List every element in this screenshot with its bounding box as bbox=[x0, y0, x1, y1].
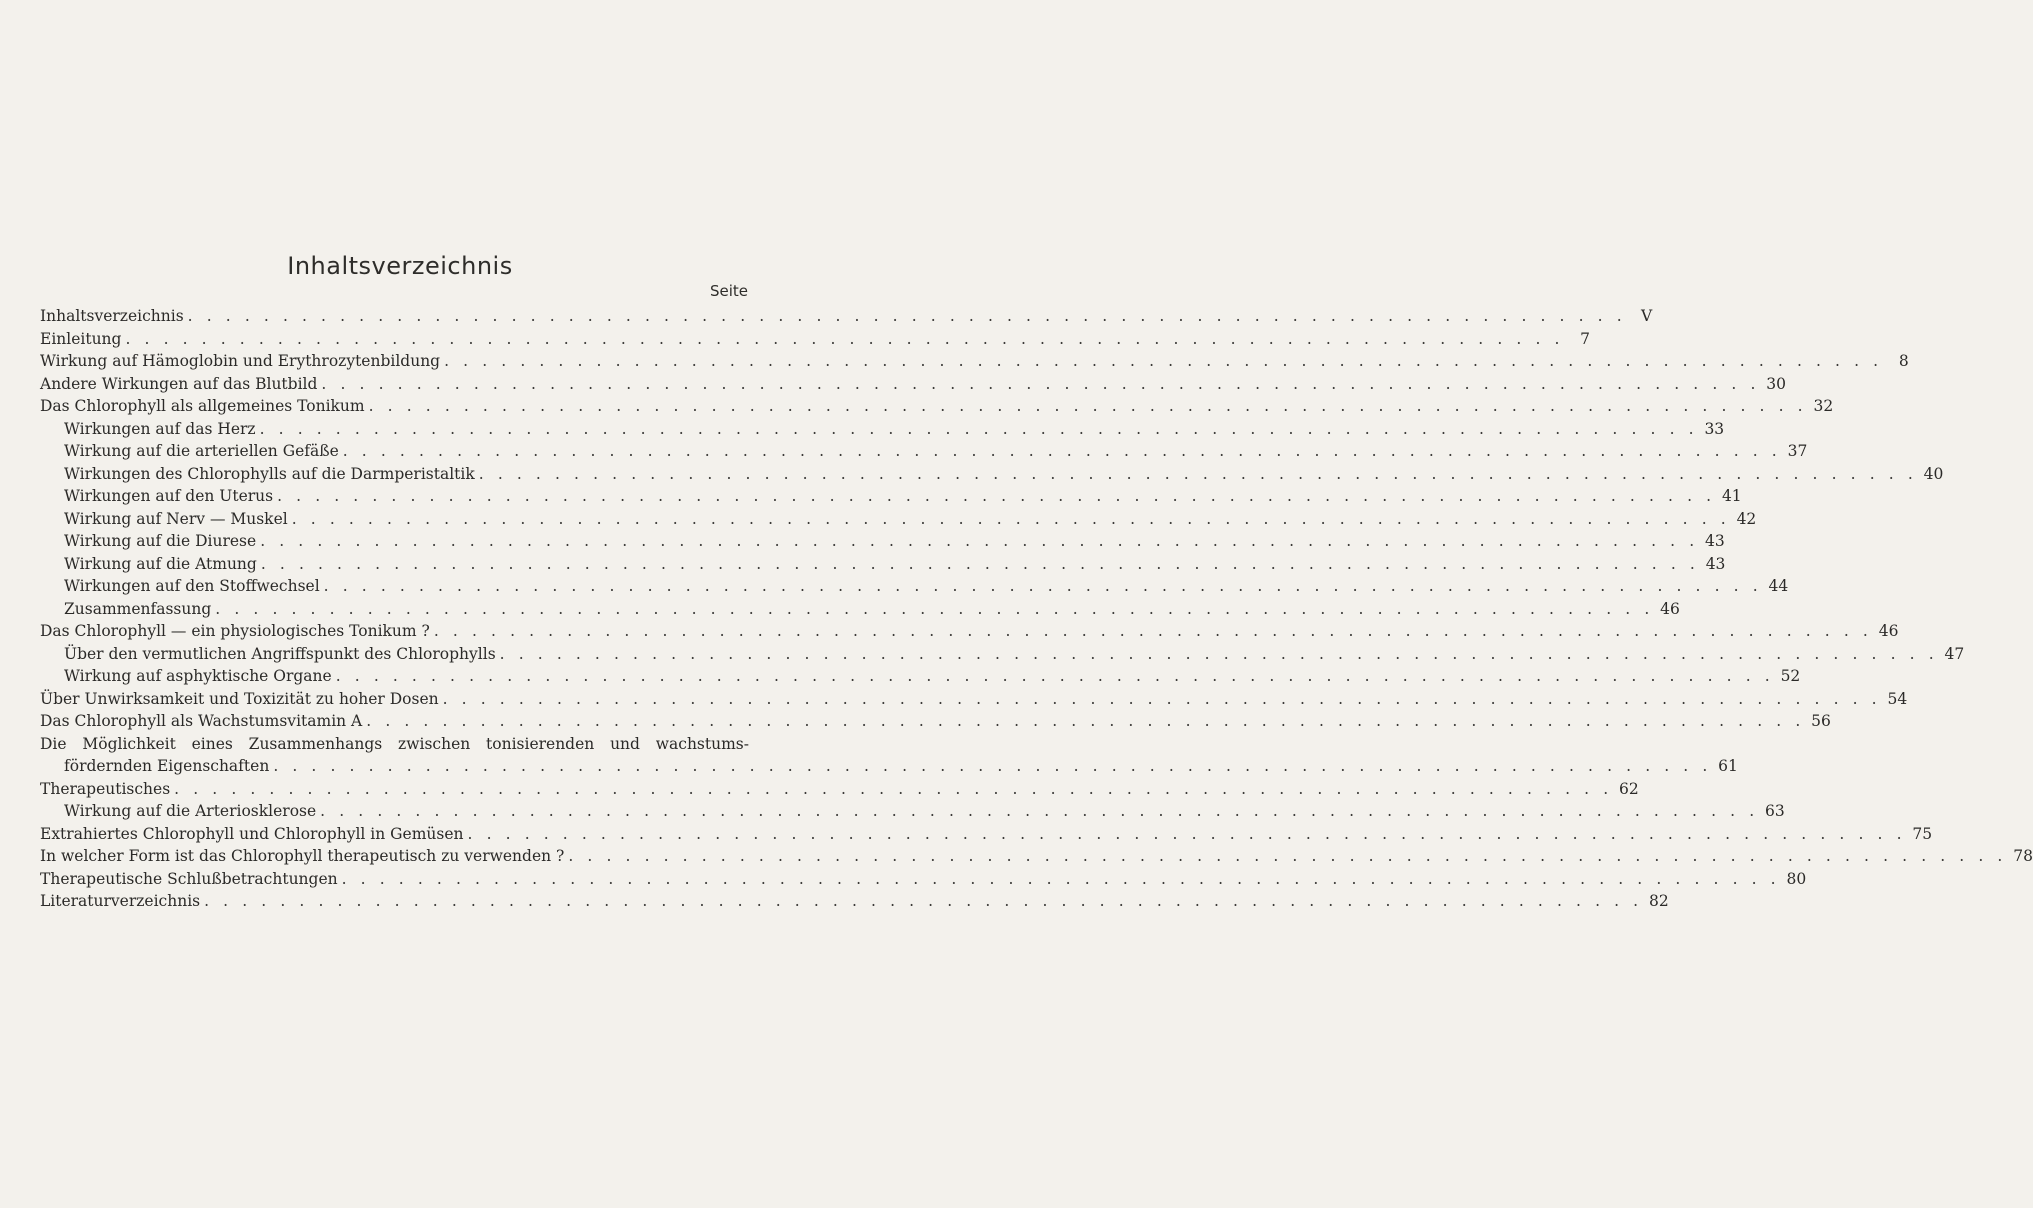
toc-entry-text: Das Chlorophyll — ein physiologisches Tonikum ? bbox=[40, 620, 434, 643]
toc-leader-dots: . . . . . . . . . . . . . . . . . . . . . . . . . . . . . . . . . . . . . . . . . . . . . . . . . . . . . . . . . . . . . . . . . . . . . . . . . . . . bbox=[342, 442, 1782, 460]
toc-entry-text: Wirkung auf die Arteriosklerose bbox=[64, 800, 320, 823]
toc-entry bbox=[40, 598, 1680, 621]
toc-entry bbox=[40, 665, 1801, 688]
toc-entry-text: Wirkung auf die arteriellen Gefäße bbox=[64, 440, 343, 463]
toc-entry-page: 7 bbox=[1564, 328, 1590, 351]
toc-leader-dots: . . . . . . . . . . . . . . . . . . . . . . . . . . . . . . . . . . . . . . . . . . . . . . . . . . . . . . . . . . . . . . . . . . . . . . . . . . . . bbox=[478, 464, 1918, 483]
toc-leader-dots: . . . . . . . . . . . . . . . . . . . . . . . . . . . . . . . . . . . . . . . . . . . . . . . . . . . . . . . . . . . . . . . . . . . . . . . . . . . . bbox=[467, 824, 1907, 843]
toc-entry-page: 61 bbox=[1712, 755, 1738, 778]
toc-entry-text: Inhaltsverzeichnis bbox=[40, 305, 188, 328]
toc-section-end bbox=[40, 778, 2033, 913]
toc-entry-text: Wirkung auf die Atmung bbox=[64, 553, 261, 576]
toc-entry-page: 80 bbox=[1780, 868, 1806, 891]
toc-entry-text: Therapeutische Schlußbetrachtungen bbox=[40, 868, 342, 891]
toc-entry-text: Literaturverzeichnis bbox=[40, 890, 204, 913]
toc-entry-page: 8 bbox=[1883, 350, 1909, 373]
toc-entry-page: 37 bbox=[1781, 440, 1807, 463]
toc-entry-page: V bbox=[1626, 305, 1652, 328]
toc-entry-text: Über den vermutlichen Angriffspunkt des Chlorophylls bbox=[64, 643, 500, 666]
toc-entry-page: 46 bbox=[1654, 598, 1680, 621]
toc-entry-page: 56 bbox=[1805, 710, 1831, 733]
toc-entry-page: 62 bbox=[1613, 778, 1639, 801]
toc-entry-text: Wirkung auf die Diurese bbox=[64, 530, 260, 553]
page-title: Inhaltsverzeichnis bbox=[287, 252, 513, 280]
toc-entry-page: 40 bbox=[1917, 463, 1943, 486]
toc-leader-dots: . . . . . . . . . . . . . . . . . . . . . . . . . . . . . . . . . . . . . . . . . . . . . . . . . . . . . . . . . . . . . . . . . . . . . . . . . . . . bbox=[125, 329, 1565, 348]
toc-leader-dots: . . . . . . . . . . . . . . . . . . . . . . . . . . . . . . . . . . . . . . . . . . . . . . . . . . . . . . . . . . . . . . . . . . . . . . . . . . . . bbox=[335, 667, 1775, 685]
toc-entry-text: Wirkung auf Nerv — Muskel bbox=[64, 508, 292, 531]
toc-entry-two-line bbox=[40, 733, 1738, 778]
toc-leader-dots: . . . . . . . . . . . . . . . . . . . . . . . . . . . . . . . . . . . . . . . . . . . . . . . . . . . . . . . . . . . . . . . . . . . . . . . . . . . . bbox=[187, 307, 1627, 325]
toc-entry bbox=[40, 575, 1789, 598]
toc-entry bbox=[40, 373, 1786, 396]
toc-leader-dots: . . . . . . . . . . . . . . . . . . . . . . . . . . . . . . . . . . . . . . . . . . . . . . . . . . . . . . . . . . . . . . . . . . . . . . . . . . . . bbox=[273, 757, 1712, 775]
toc-entry-page: 54 bbox=[1881, 688, 1907, 711]
toc-entry bbox=[40, 823, 1933, 846]
toc-entry-page: 42 bbox=[1730, 508, 1756, 531]
toc-entry-page: 33 bbox=[1698, 418, 1724, 441]
toc-entry bbox=[40, 508, 1757, 531]
toc-entry-text: Zusammenfassung bbox=[64, 598, 215, 621]
toc-leader-dots: . . . . . . . . . . . . . . . . . . . . . . . . . . . . . . . . . . . . . . . . . . . . . . . . . . . . . . . . . . . . . . . . . . . . . . . . . . . . bbox=[368, 397, 1808, 415]
toc-entry bbox=[40, 328, 1591, 351]
toc-entry-page: 32 bbox=[1807, 395, 1833, 418]
toc-entry bbox=[40, 418, 1725, 441]
toc-entry-text: Wirkungen auf den Uterus bbox=[64, 485, 277, 508]
toc-entry-page: 52 bbox=[1774, 665, 1800, 688]
toc-entry bbox=[40, 463, 1944, 486]
toc-entry-text: Wirkung auf asphyktische Organe bbox=[64, 665, 336, 688]
toc-leader-dots: . . . . . . . . . . . . . . . . . . . . . . . . . . . . . . . . . . . . . . . . . . . . . . . . . . . . . . . . . . . . . . . . . . . . . . . . . . . . bbox=[444, 352, 1883, 370]
toc-leader-dots: . . . . . . . . . . . . . . . . . . . . . . . . . . . . . . . . . . . . . . . . . . . . . . . . . . . . . . . . . . . . . . . . . . . . . . . . . . . . bbox=[259, 419, 1699, 438]
toc-entry bbox=[40, 778, 1639, 801]
toc-leader-dots: . . . . . . . . . . . . . . . . . . . . . . . . . . . . . . . . . . . . . . . . . . . . . . . . . . . . . . . . . . . . . . . . . . . . . . . . . . . . bbox=[341, 869, 1781, 888]
toc-leader-dots: . . . . . . . . . . . . . . . . . . . . . . . . . . . . . . . . . . . . . . . . . . . . . . . . . . . . . . . . . . . . . . . . . . . . . . . . . . . . bbox=[260, 532, 1699, 550]
toc-entry bbox=[40, 890, 1669, 913]
toc-entry-text: Extrahiertes Chlorophyll und Chlorophyll in Gemüsen bbox=[40, 823, 468, 846]
toc-entry-text-line2: fördernden Eigenschaften bbox=[64, 755, 273, 778]
toc-entry bbox=[40, 350, 1909, 373]
toc-entry bbox=[40, 530, 1725, 553]
toc-entry bbox=[40, 305, 1653, 328]
toc-entry-page: 43 bbox=[1699, 530, 1725, 553]
toc-entry bbox=[40, 620, 1899, 643]
toc-leader-dots: . . . . . . . . . . . . . . . . . . . . . . . . . . . . . . . . . . . . . . . . . . . . . . . . . . . . . . . . . . . . . . . . . . . . . . . . . . . . bbox=[204, 892, 1643, 910]
toc-leader-dots: . . . . . . . . . . . . . . . . . . . . . . . . . . . . . . . . . . . . . . . . . . . . . . . . . . . . . . . . . . . . . . . . . . . . . . . . . . . . bbox=[499, 644, 1939, 663]
toc-entry-page: 43 bbox=[1699, 553, 1725, 576]
toc-leader-dots: . . . . . . . . . . . . . . . . . . . . . . . . . . . . . . . . . . . . . . . . . . . . . . . . . . . . . . . . . . . . . . . . . . . . . . . . . . . . bbox=[323, 577, 1763, 595]
toc-leader-dots: . . . . . . . . . . . . . . . . . . . . . . . . . . . . . . . . . . . . . . . . . . . . . . . . . . . . . . . . . . . . . . . . . . . . . . . . . . . . bbox=[433, 622, 1873, 640]
toc-entry bbox=[40, 710, 1831, 733]
toc-leader-dots: . . . . . . . . . . . . . . . . . . . . . . . . . . . . . . . . . . . . . . . . . . . . . . . . . . . . . . . . . . . . . . . . . . . . . . . . . . . . bbox=[320, 802, 1759, 820]
toc-entry-text: Einleitung bbox=[40, 328, 125, 351]
toc-entry-page: 78 bbox=[2007, 845, 2033, 868]
toc-entry-text: Das Chlorophyll als Wachstumsvitamin A bbox=[40, 710, 366, 733]
toc-entry-text: Andere Wirkungen auf das Blutbild bbox=[40, 373, 321, 396]
toc-entry-page: 46 bbox=[1872, 620, 1898, 643]
toc-leader-dots: . . . . . . . . . . . . . . . . . . . . . . . . . . . . . . . . . . . . . . . . . . . . . . . . . . . . . . . . . . . . . . . . . . . . . . . . . . . . bbox=[277, 487, 1716, 505]
toc-entry-text: Über Unwirksamkeit und Toxizität zu hoher Dosen bbox=[40, 688, 443, 711]
toc-leader-dots: . . . . . . . . . . . . . . . . . . . . . . . . . . . . . . . . . . . . . . . . . . . . . . . . . . . . . . . . . . . . . . . . . . . . . . . . . . . . bbox=[174, 779, 1613, 798]
toc-entry bbox=[40, 868, 1807, 891]
table-of-contents bbox=[40, 305, 2033, 913]
toc-entry-text-line1: Die Möglichkeit eines Zusammenhangs zwischen tonisierenden und wachstums- bbox=[40, 734, 749, 753]
toc-entry-text: Wirkungen des Chlorophylls auf die Darmperistaltik bbox=[64, 463, 479, 486]
toc-entry bbox=[40, 800, 1785, 823]
toc-entry-page: 63 bbox=[1759, 800, 1785, 823]
toc-entry-page: 30 bbox=[1760, 373, 1786, 396]
toc-entry-text: Wirkungen auf den Stoffwechsel bbox=[64, 575, 324, 598]
toc-entry-text: In welcher Form ist das Chlorophyll therapeutisch zu verwenden ? bbox=[40, 845, 568, 868]
toc-leader-dots: . . . . . . . . . . . . . . . . . . . . . . . . . . . . . . . . . . . . . . . . . . . . . . . . . . . . . . . . . . . . . . . . . . . . . . . . . . . . bbox=[215, 599, 1654, 618]
toc-entry bbox=[40, 440, 1808, 463]
toc-leader-dots: . . . . . . . . . . . . . . . . . . . . . . . . . . . . . . . . . . . . . . . . . . . . . . . . . . . . . . . . . . . . . . . . . . . . . . . . . . . . bbox=[321, 374, 1760, 393]
toc-leader-dots: . . . . . . . . . . . . . . . . . . . . . . . . . . . . . . . . . . . . . . . . . . . . . . . . . . . . . . . . . . . . . . . . . . . . . . . . . . . . bbox=[366, 712, 1805, 730]
toc-entry-page: 44 bbox=[1762, 575, 1788, 598]
toc-entry bbox=[40, 643, 1965, 666]
toc-leader-dots: . . . . . . . . . . . . . . . . . . . . . . . . . . . . . . . . . . . . . . . . . . . . . . . . . . . . . . . . . . . . . . . . . . . . . . . . . . . . bbox=[568, 847, 2007, 865]
toc-entry-page: 41 bbox=[1716, 485, 1742, 508]
toc-section-main bbox=[40, 305, 1965, 733]
toc-entry bbox=[40, 688, 1908, 711]
toc-entry-text: Das Chlorophyll als allgemeines Tonikum bbox=[40, 395, 369, 418]
toc-entry-page: 75 bbox=[1906, 823, 1932, 846]
toc-entry bbox=[40, 395, 1834, 418]
toc-entry bbox=[40, 845, 2033, 868]
toc-leader-dots: . . . . . . . . . . . . . . . . . . . . . . . . . . . . . . . . . . . . . . . . . . . . . . . . . . . . . . . . . . . . . . . . . . . . . . . . . . . . bbox=[260, 554, 1700, 573]
toc-entry-page: 82 bbox=[1643, 890, 1669, 913]
toc-entry-text: Wirkung auf Hämoglobin und Erythrozytenbildung bbox=[40, 350, 444, 373]
toc-leader-dots: . . . . . . . . . . . . . . . . . . . . . . . . . . . . . . . . . . . . . . . . . . . . . . . . . . . . . . . . . . . . . . . . . . . . . . . . . . . . bbox=[442, 689, 1882, 708]
toc-entry-page: 47 bbox=[1938, 643, 1964, 666]
toc-entry-text: Therapeutisches bbox=[40, 778, 174, 801]
toc-leader-dots: . . . . . . . . . . . . . . . . . . . . . . . . . . . . . . . . . . . . . . . . . . . . . . . . . . . . . . . . . . . . . . . . . . . . . . . . . . . . bbox=[291, 509, 1731, 528]
toc-entry-text: Wirkungen auf das Herz bbox=[64, 418, 260, 441]
page-column-header: Seite bbox=[709, 282, 748, 300]
toc-entry bbox=[40, 553, 1726, 576]
toc-entry bbox=[40, 485, 1742, 508]
